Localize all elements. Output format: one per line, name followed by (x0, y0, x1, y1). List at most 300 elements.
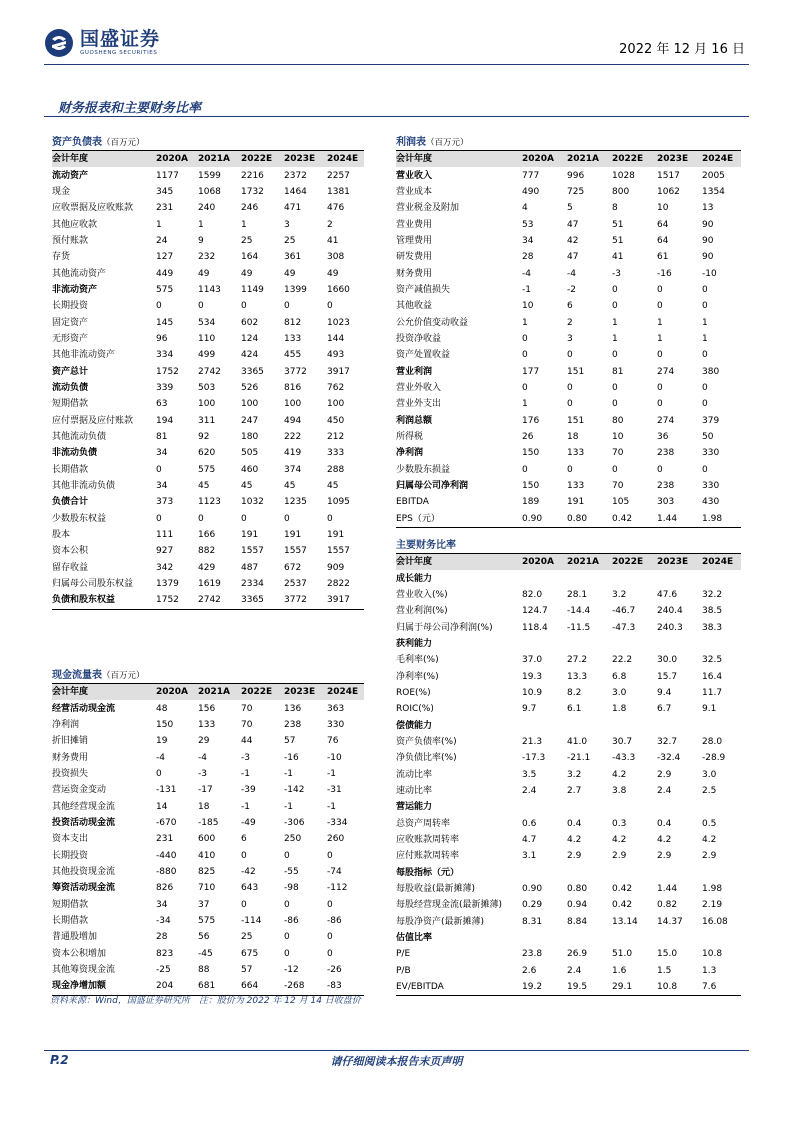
row-label: 资产总计 (52, 366, 89, 377)
cell-value (612, 865, 657, 881)
table-row (396, 570, 741, 586)
cell-value: 51 (612, 219, 624, 230)
cell-value: 2.19 (702, 900, 723, 911)
cell-value: 166 (198, 530, 216, 541)
cashflow-title (52, 669, 364, 684)
cell-value: 260 (327, 834, 345, 845)
cell-value: 3772 (284, 595, 307, 606)
cell-value: 45 (284, 481, 296, 492)
cell-value: 3 (284, 219, 290, 230)
cell-value: -86 (327, 915, 342, 926)
cell-value: 363 (327, 703, 345, 714)
table-row (52, 847, 364, 863)
table-row (52, 249, 364, 265)
table-row (396, 413, 741, 429)
table-row (396, 233, 741, 249)
cell-value: 1.44 (657, 513, 678, 524)
cell-value (612, 636, 657, 652)
cell-value: 2742 (198, 366, 221, 377)
cell-value: 374 (284, 464, 302, 475)
cell-value: 1.8 (612, 704, 627, 715)
cell-value: 330 (702, 481, 720, 492)
row-label: 长期投资 (52, 301, 89, 312)
cell-value: 0.90 (522, 884, 543, 895)
cell-value (612, 930, 657, 946)
cell-value: 136 (284, 703, 302, 714)
cell-value: 0.4 (567, 818, 582, 829)
row-label: 非流动负债 (52, 448, 98, 459)
cell-value: 2334 (241, 579, 264, 590)
table-row (52, 314, 364, 330)
cell-value: 490 (522, 186, 540, 197)
cell-value: 4.2 (612, 835, 627, 846)
table-row (396, 979, 741, 995)
row-label: 营运资金变动 (52, 785, 107, 796)
cell-value: 1752 (156, 595, 179, 606)
cell-value: 675 (241, 948, 259, 959)
row-label: 应收票据及应收账款 (52, 203, 134, 214)
cell-value: 308 (327, 252, 345, 263)
cell-value (522, 799, 567, 815)
cell-value: 156 (198, 703, 216, 714)
cell-value (567, 930, 612, 946)
table-row (396, 298, 741, 314)
table-row (396, 914, 741, 930)
row-label: 其他非流动资产 (52, 350, 116, 361)
column-header: 2024E (327, 154, 359, 165)
cell-value: 379 (702, 415, 720, 426)
cell-value: 575 (198, 464, 216, 475)
cell-value: -45 (198, 948, 213, 959)
cell-value: 6 (241, 834, 247, 845)
cell-value: 0 (702, 464, 708, 475)
row-label: 其他筹资现金流 (52, 965, 116, 976)
cell-value: 333 (327, 448, 345, 459)
cell-value: -306 (284, 817, 305, 828)
cell-value: 0 (657, 399, 663, 410)
column-header: 2024E (702, 557, 734, 568)
cell-value: 303 (657, 497, 675, 508)
cell-value: 30.0 (657, 655, 678, 666)
column-header: 会计年度 (396, 557, 433, 568)
cell-value: 710 (198, 883, 216, 894)
row-label: 净利率(%) (396, 671, 439, 682)
row-label: 利润总额 (396, 415, 433, 426)
cell-value: -1 (241, 768, 250, 779)
cell-value: 29.1 (612, 982, 633, 993)
cell-value: 151 (567, 366, 585, 377)
cell-value: 110 (198, 333, 216, 344)
table-row (52, 478, 364, 494)
table-row (396, 314, 741, 330)
cell-value: 2 (567, 317, 573, 328)
cell-value: 14 (156, 801, 168, 812)
cell-value: 1619 (198, 579, 221, 590)
cell-value: 0 (156, 301, 162, 312)
cell-value: 2.7 (567, 785, 582, 796)
report-date: 2022 年 12 月 16 日 (619, 42, 745, 57)
column-header: 2021A (198, 687, 231, 698)
table-row (396, 685, 741, 701)
cell-value (567, 865, 612, 881)
cell-value: 38.5 (702, 606, 723, 617)
row-label: 短期借款 (52, 399, 89, 410)
cell-value: 620 (198, 448, 216, 459)
row-label: 无形资产 (52, 333, 89, 344)
cell-value: 3.1 (522, 851, 537, 862)
cell-value: 0 (522, 333, 528, 344)
cell-value: 240.4 (657, 606, 683, 617)
table-row (396, 783, 741, 799)
logo-cn-text: 国盛证券 (80, 28, 161, 50)
row-label: ROIC(%) (396, 704, 434, 715)
ratios-header-row (396, 554, 741, 570)
cell-value: 0 (612, 301, 618, 312)
cell-value: 1028 (612, 170, 635, 181)
cell-value: 212 (327, 432, 345, 443)
cell-value: 0 (284, 932, 290, 943)
cell-value: -10 (327, 752, 342, 763)
cell-value: 909 (327, 562, 345, 573)
row-label: 投资损失 (52, 768, 89, 779)
cell-value: 133 (284, 333, 302, 344)
cell-value: 124 (241, 333, 259, 344)
row-label: 营业收入 (396, 170, 433, 181)
cell-value (657, 865, 702, 881)
table-row (52, 815, 364, 831)
income-statement-table (396, 136, 741, 528)
balance-unit: （百万元） (102, 138, 145, 148)
row-label: 管理费用 (396, 235, 433, 246)
income-unit: （百万元） (426, 138, 469, 148)
table-row (52, 363, 364, 379)
table-row (396, 930, 741, 946)
cell-value: 725 (567, 186, 585, 197)
row-label: 归属母公司股东权益 (52, 579, 134, 590)
cell-value: 81 (156, 432, 168, 443)
cell-value: 28.0 (702, 736, 723, 747)
cell-value: 4.2 (567, 835, 582, 846)
cell-value: 1068 (198, 186, 221, 197)
cell-value: 380 (702, 366, 720, 377)
cell-value: 45 (241, 481, 253, 492)
cell-value: 100 (198, 399, 216, 410)
table-row (396, 331, 741, 347)
cell-value (657, 717, 702, 733)
cell-value: 64 (657, 219, 669, 230)
cell-value: 429 (198, 562, 216, 573)
cell-value: 0 (612, 464, 618, 475)
cell-value: 49 (198, 268, 210, 279)
balance-sheet-table (52, 136, 364, 610)
cell-value: 6 (567, 301, 573, 312)
cell-value: 424 (241, 350, 259, 361)
cell-value: 1381 (327, 186, 350, 197)
cell-value (657, 636, 702, 652)
cell-value: 100 (327, 399, 345, 410)
cell-value: 494 (284, 415, 302, 426)
table-row (396, 445, 741, 461)
cell-value: 47.6 (657, 589, 678, 600)
column-header: 2022E (241, 154, 273, 165)
cell-value: 0.42 (612, 513, 633, 524)
cell-value: 180 (241, 432, 259, 443)
cell-value: 8.2 (567, 687, 582, 698)
cell-value: -26 (327, 965, 342, 976)
cell-value: 11.7 (702, 687, 723, 698)
table-row (396, 865, 741, 881)
cell-value: 189 (522, 497, 540, 508)
cell-value (612, 717, 657, 733)
cell-value (522, 930, 567, 946)
cell-value (522, 570, 567, 586)
row-label: 资本公积增加 (52, 948, 107, 959)
cell-value: 2.9 (657, 851, 672, 862)
row-label: 营业费用 (396, 219, 433, 230)
cell-value: 0 (198, 301, 204, 312)
cell-value: -43.3 (612, 753, 636, 764)
cell-value: 762 (327, 382, 345, 393)
row-label: 净利润 (52, 719, 80, 730)
table-row (396, 462, 741, 478)
row-label: 固定资产 (52, 317, 89, 328)
row-label: 营业利润 (396, 366, 433, 377)
cell-value: 3.5 (522, 769, 537, 780)
cell-value: 0 (241, 301, 247, 312)
table-row (52, 413, 364, 429)
cell-value: 1 (612, 333, 618, 344)
row-label: 营业成本 (396, 186, 433, 197)
cell-value: 49 (327, 268, 339, 279)
cell-value: -31 (327, 785, 342, 796)
cell-value: 0 (327, 948, 333, 959)
company-logo (44, 26, 160, 60)
ratios-bottom-rule (396, 995, 741, 996)
cell-value: 823 (156, 948, 174, 959)
row-label: 少数股东损益 (396, 464, 451, 475)
cell-value: -10 (702, 268, 717, 279)
cell-value (567, 717, 612, 733)
cell-value: 288 (327, 464, 345, 475)
cell-value: 1149 (241, 284, 264, 295)
cell-value: 92 (198, 432, 210, 443)
cell-value: 1.98 (702, 513, 723, 524)
column-header: 2023E (284, 154, 316, 165)
income-title-text: 利润表 (396, 137, 426, 148)
cell-value: 826 (156, 883, 174, 894)
cell-value: 643 (241, 883, 259, 894)
cell-value: 1235 (284, 497, 307, 508)
row-label: 流动负债 (52, 382, 89, 393)
cell-value: 23.8 (522, 949, 543, 960)
balance-header-row (52, 151, 364, 167)
cell-value: 10.8 (702, 949, 723, 960)
cell-value: 90 (702, 235, 714, 246)
cell-value: 1660 (327, 284, 350, 295)
cell-value: 2.5 (702, 785, 717, 796)
table-row (52, 592, 364, 608)
cell-value (657, 799, 702, 815)
cell-value: 19.2 (522, 982, 543, 993)
cell-value: 49 (241, 268, 253, 279)
row-label: 长期借款 (52, 915, 89, 926)
table-row (396, 816, 741, 832)
cell-value (702, 865, 741, 881)
cashflow-table (52, 669, 364, 996)
cell-value: 10 (522, 301, 534, 312)
cashflow-unit: （百万元） (102, 671, 145, 681)
cell-value: 2257 (327, 170, 350, 181)
cell-value: 2.9 (657, 769, 672, 780)
table-row (396, 668, 741, 684)
cell-value: 1023 (327, 317, 350, 328)
cell-value: -3 (198, 768, 207, 779)
income-header-row (396, 151, 741, 167)
cell-value: 41 (612, 252, 624, 263)
cell-value: 800 (612, 186, 630, 197)
cell-value (657, 930, 702, 946)
table-row (396, 249, 741, 265)
cell-value (567, 799, 612, 815)
cell-value: 777 (522, 170, 540, 181)
cell-value: 419 (284, 448, 302, 459)
cell-value: 56 (198, 932, 210, 943)
table-row (52, 200, 364, 216)
cell-value: -49 (241, 817, 256, 828)
cell-value: 240 (198, 203, 216, 214)
table-row (396, 734, 741, 750)
cell-value: 4 (522, 203, 528, 214)
table-row (396, 619, 741, 635)
cell-value: 1 (657, 333, 663, 344)
row-label: 非流动资产 (52, 284, 98, 295)
cell-value: 3.0 (702, 769, 717, 780)
balance-bottom-rule (52, 609, 364, 610)
cell-value: 105 (612, 497, 630, 508)
column-header: 2023E (657, 557, 689, 568)
row-label: 财务费用 (396, 268, 433, 279)
row-label: 投资活动现金流 (52, 817, 116, 828)
ratios-title-text: 主要财务比率 (396, 540, 456, 551)
row-label: 其他应收款 (52, 219, 98, 230)
cell-value: 449 (156, 268, 174, 279)
cell-value: 0 (327, 899, 333, 910)
table-row (396, 603, 741, 619)
cell-value: 1 (657, 317, 663, 328)
cell-value: 0 (284, 948, 290, 959)
cell-value: 9.1 (702, 704, 717, 715)
row-label: 其他流动资产 (52, 268, 107, 279)
cell-value: 45 (198, 481, 210, 492)
cell-value: 672 (284, 562, 302, 573)
cell-value: 1732 (241, 186, 264, 197)
cell-value: 82.0 (522, 589, 543, 600)
row-label: EV/EBITDA (396, 982, 444, 993)
table-row (52, 429, 364, 445)
table-row (52, 331, 364, 347)
table-row (52, 396, 364, 412)
cell-value: 274 (657, 415, 675, 426)
cell-value: 2822 (327, 579, 350, 590)
table-row (396, 963, 741, 979)
column-header: 2020A (522, 154, 555, 165)
row-label: 应付账款周转率 (396, 851, 460, 862)
row-label: 其他投资现金流 (52, 866, 116, 877)
cell-value: 164 (241, 252, 259, 263)
row-label: 股本 (52, 530, 71, 541)
cell-value: 176 (522, 415, 540, 426)
table-row (52, 749, 364, 765)
table-row (396, 265, 741, 281)
cell-value: 2005 (702, 170, 725, 181)
cell-value: 450 (327, 415, 345, 426)
table-row (52, 282, 364, 298)
cell-value: -4 (567, 268, 576, 279)
cell-value: 1 (241, 219, 247, 230)
cell-value: 0 (327, 850, 333, 861)
cell-value: 600 (198, 834, 216, 845)
cell-value: 32.2 (702, 589, 723, 600)
cell-value: 505 (241, 448, 259, 459)
cell-value: 0 (522, 464, 528, 475)
cell-value: 0.94 (567, 900, 588, 911)
row-label: P/B (396, 965, 411, 976)
cell-value: 41 (327, 235, 339, 246)
row-label: 估值比率 (396, 933, 433, 944)
cell-value: -142 (284, 785, 305, 796)
cell-value: 1464 (284, 186, 307, 197)
cell-value: 0.80 (567, 513, 588, 524)
cell-value: -268 (284, 981, 305, 992)
cell-value: 133 (567, 481, 585, 492)
cell-value: 2.4 (522, 785, 537, 796)
cell-value: -46.7 (612, 606, 636, 617)
cell-value: 2372 (284, 170, 307, 181)
cell-value: 2537 (284, 579, 307, 590)
cell-value: 0.42 (612, 884, 633, 895)
header-divider (44, 64, 749, 65)
cell-value: -25 (156, 965, 171, 976)
cell-value: 681 (198, 981, 216, 992)
cell-value: 1517 (657, 170, 680, 181)
cell-value: 10.8 (657, 982, 678, 993)
cell-value: 373 (156, 497, 174, 508)
cell-value: 0 (241, 899, 247, 910)
cell-value: 51.0 (612, 949, 633, 960)
cell-value: 38.3 (702, 622, 723, 633)
cell-value: 1 (198, 219, 204, 230)
cell-value: 118.4 (522, 622, 548, 633)
row-label: 财务费用 (52, 752, 89, 763)
cell-value: 1399 (284, 284, 307, 295)
cell-value: 0 (657, 382, 663, 393)
cell-value: -334 (327, 817, 348, 828)
cell-value: 487 (241, 562, 259, 573)
cell-value: 191 (241, 530, 259, 541)
table-row (52, 896, 364, 912)
cell-value: 342 (156, 562, 174, 573)
cell-value: 9.4 (657, 687, 672, 698)
table-row (396, 587, 741, 603)
cell-value: 57 (284, 736, 296, 747)
cell-value: 3.2 (612, 589, 627, 600)
table-row (396, 396, 741, 412)
cell-value: 0 (657, 350, 663, 361)
cell-value: -39 (241, 785, 256, 796)
cell-value: 0 (702, 284, 708, 295)
cell-value: 1032 (241, 497, 264, 508)
cell-value: 0 (327, 513, 333, 524)
